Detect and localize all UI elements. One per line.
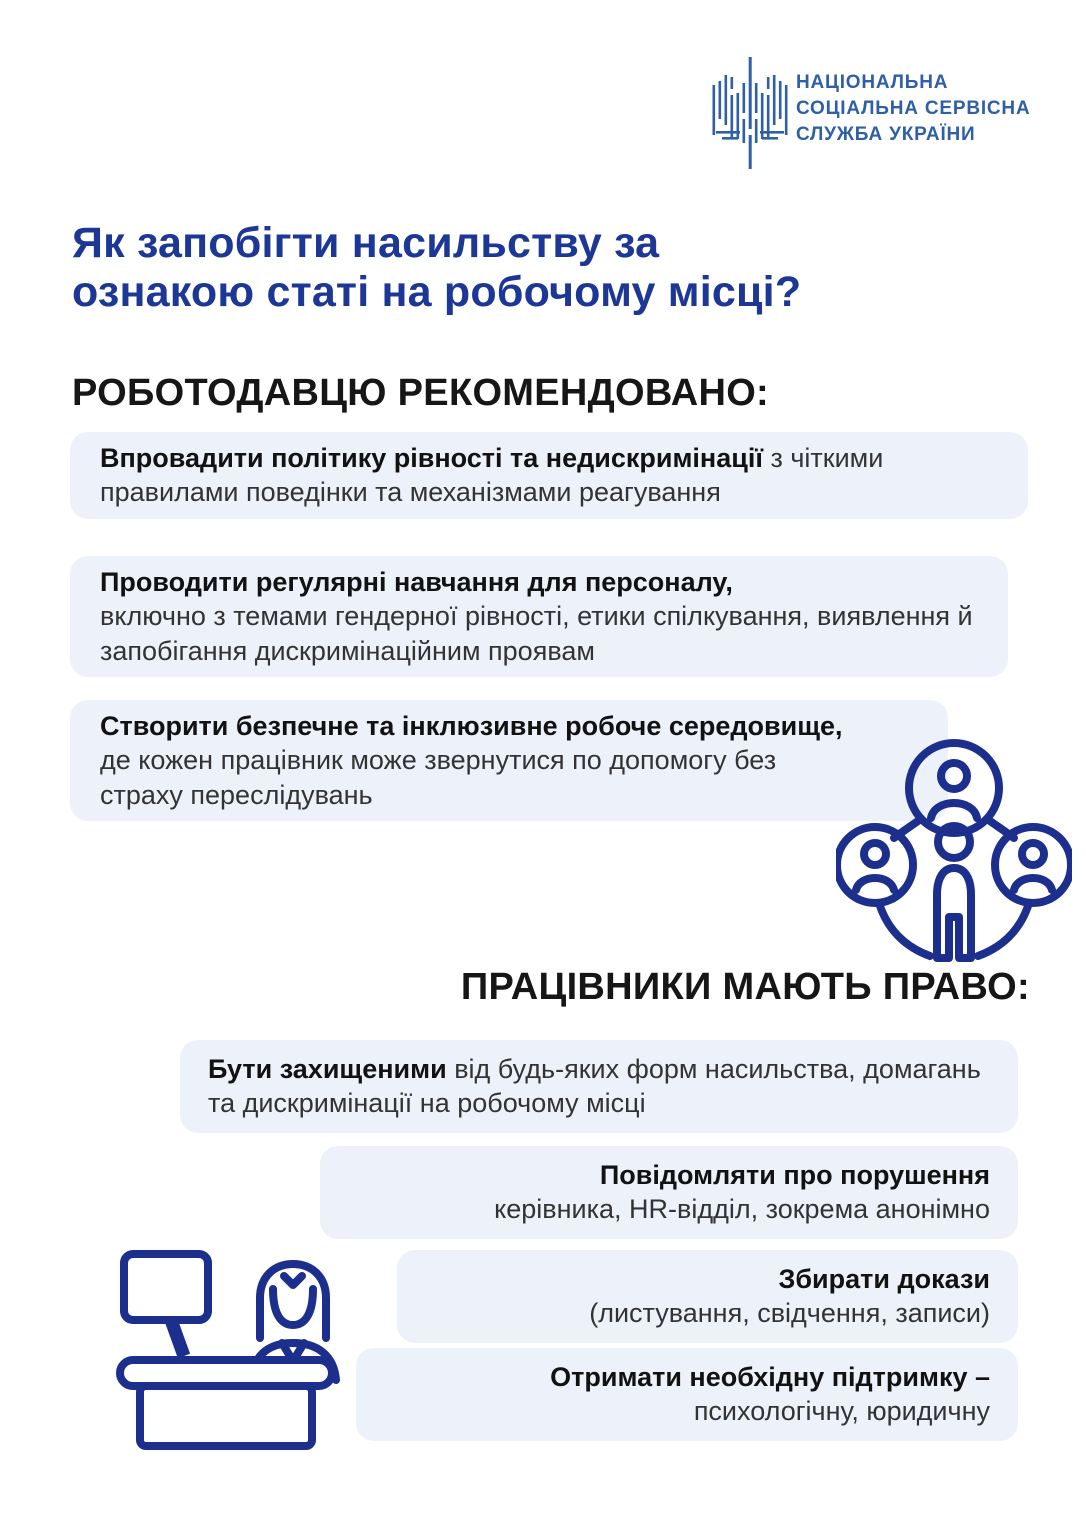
worker-card [397,1250,1018,1343]
employer-card-text [100,709,856,812]
page-title-line: Як запобігти насильству за [72,219,660,267]
org-name-line: НАЦІОНАЛЬНА [796,72,949,93]
worker-card-bold: Отримати необхідну підтримку – [550,1362,990,1392]
tryzub-trident-icon [712,57,788,169]
employer-card-text [100,441,968,510]
worker-card-bold: Бути захищеними [208,1054,447,1084]
worker-card-rest: від будь-яких форм насильства, домагань та дискримінації на робочому місці [208,1054,981,1119]
worker-card-rest: психологічну, юридичну [693,1396,990,1427]
worker-card-bold: Збирати докази [778,1264,990,1294]
employer-card [70,432,1028,519]
employer-card-bold: Створити безпечне та інклюзивне робоче середовище, [100,711,843,741]
worker-card-text [384,1360,990,1429]
worker-card [180,1040,1018,1133]
worker-card-rest: (листування, свідчення, записи) [589,1298,990,1329]
employer-card [70,700,948,821]
employer-card-rest: з чіткими правилами поведінки та механізмами реагування [100,443,884,508]
worker-card-text [208,1052,990,1121]
worker-card-text [348,1158,990,1227]
worker-card-bold: Повідомляти про порушення [599,1160,990,1190]
org-name [796,70,1030,147]
employer-card-rest: включно з темами гендерної рівності, етики спілкування, виявлення й запобігання дискримінаційним проявам [100,601,973,666]
org-name-line: СОЦІАЛЬНА СЕРВІСНА [796,97,1031,119]
page-title [72,219,972,317]
employer-card-bold: Впровадити політику рівності та недискримінації [100,443,763,473]
page-title-line: ознакою статі на робочому місці? [72,268,802,317]
employer-card-rest: де кожен працівник може звернутися по допомогу без страху переслідувань [100,745,777,810]
employer-card-text [100,565,978,668]
worker-card [356,1348,1018,1441]
people-network-icon [836,732,1072,966]
org-name-line: СЛУЖБА УКРАЇНИ [796,123,976,145]
receptionist-desk-icon [112,1242,340,1450]
employer-card-bold: Проводити регулярні навчання для персоналу, [100,567,733,597]
worker-card-rest: керівника, HR-відділ, зокрема анонімно [494,1194,990,1225]
employer-section-heading: РОБОТОДАВЦЮ РЕКОМЕНДОВАНО: [72,372,770,414]
worker-card-text [425,1262,990,1331]
employer-card [70,556,1008,677]
worker-card [320,1146,1018,1239]
workers-section-heading: ПРАЦІВНИКИ МАЮТЬ ПРАВО: [460,966,1030,1008]
